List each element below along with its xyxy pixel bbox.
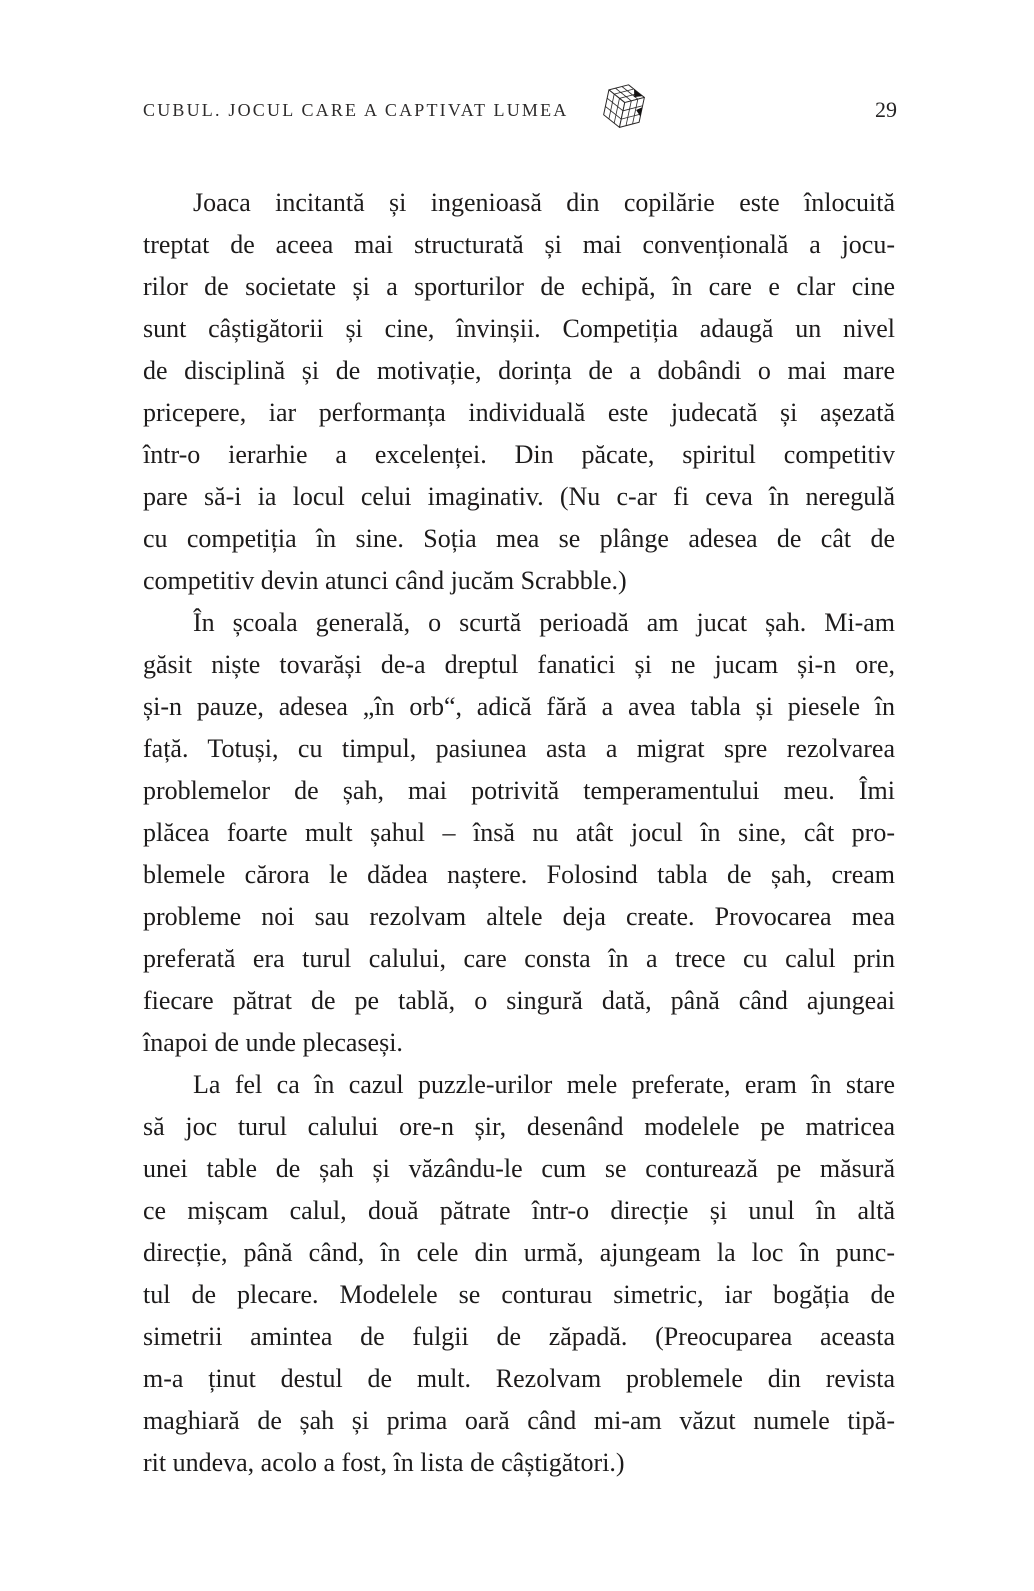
text-line: pricepere, iar performanța individuală este judecată și așezată [143,398,895,427]
text-line: rilor de societate și a sporturilor de echipă, în care e clar cine [143,272,895,301]
page-header [143,80,897,140]
text-line: probleme noi sau rezolvam altele deja create. Provocarea mea [143,902,895,931]
text-line: La fel ca în cazul puzzle-urilor mele preferate, eram în stare [193,1070,895,1099]
text-line: preferată era turul calului, care consta în a trece cu calul prin [143,944,895,973]
text-line: În școala generală, o scurtă perioadă am jucat șah. Mi-am [193,608,895,637]
text-line: simetrii amintea de fulgii de zăpadă. (Preocuparea aceasta [143,1322,895,1351]
paragraph [143,182,895,602]
text-line: de disciplină și de motivație, dorința de a dobândi o mai mare [143,356,895,385]
text-line: fiecare pătrat de pe tablă, o singură dată, până când ajungeai [143,986,895,1015]
body-text [143,182,895,1484]
text-line: blemele cărora le dădea naștere. Folosind tabla de șah, cream [143,860,895,889]
text-line: m-a ținut destul de mult. Rezolvam problemele din revista [143,1364,895,1393]
paragraph [143,602,895,1064]
text-line: față. Totuși, cu timpul, pasiunea asta a migrat spre rezolvarea [143,734,895,763]
text-line: tul de plecare. Modelele se conturau simetric, iar bogăția de [143,1280,895,1309]
page-number: 29 [875,97,897,122]
text-line: unei table de șah și văzându-le cum se conturează pe măsură [143,1154,895,1183]
text-line: cu competiția în sine. Soția mea se plânge adesea de cât de [143,524,895,553]
text-line: înapoi de unde plecaseși. [143,1028,403,1057]
text-line: ce mișcam calul, două pătrate într-o direcție și unul în altă [143,1196,895,1225]
text-line: plăcea foarte mult șahul – însă nu atât jocul în sine, cât pro- [143,818,895,847]
text-line: și-n pauze, adesea „în orb“, adică fără a avea tabla și piesele în [143,692,895,721]
text-line: Joaca incitantă și ingenioasă din copilărie este înlocuită [193,188,895,217]
text-line: direcție, până când, în cele din urmă, ajungeam la loc în punc- [143,1238,895,1267]
paragraph [143,1064,895,1484]
text-line: pare să-i ia locul celui imaginativ. (Nu c-ar fi ceva în neregulă [143,482,895,511]
text-line: sunt câștigătorii și cine, învinșii. Competiția adaugă un nivel [143,314,895,343]
text-line: să joc turul calului ore-n șir, desenând modelele pe matricea [143,1112,895,1141]
text-line: găsit niște tovarăși de-a dreptul fanatici și ne jucam și-n ore, [143,650,895,679]
text-line: treptat de aceea mai structurată și mai convențională a jocu- [143,230,895,259]
text-line: rit undeva, acolo a fost, în lista de câștigători.) [143,1448,625,1477]
rubiks-cube-icon [595,75,653,144]
text-line: maghiară de șah și prima oară când mi-am văzut numele tipă- [143,1406,895,1435]
text-line: competitiv devin atunci când jucăm Scrabble.) [143,566,627,595]
running-title: CUBUL. JOCUL CARE A CAPTIVAT LUMEA [143,99,569,120]
text-line: într-o ierarhie a excelenței. Din păcate, spiritul competitiv [143,440,895,469]
text-line: problemelor de șah, mai potrivită temperamentului meu. Îmi [143,776,895,805]
